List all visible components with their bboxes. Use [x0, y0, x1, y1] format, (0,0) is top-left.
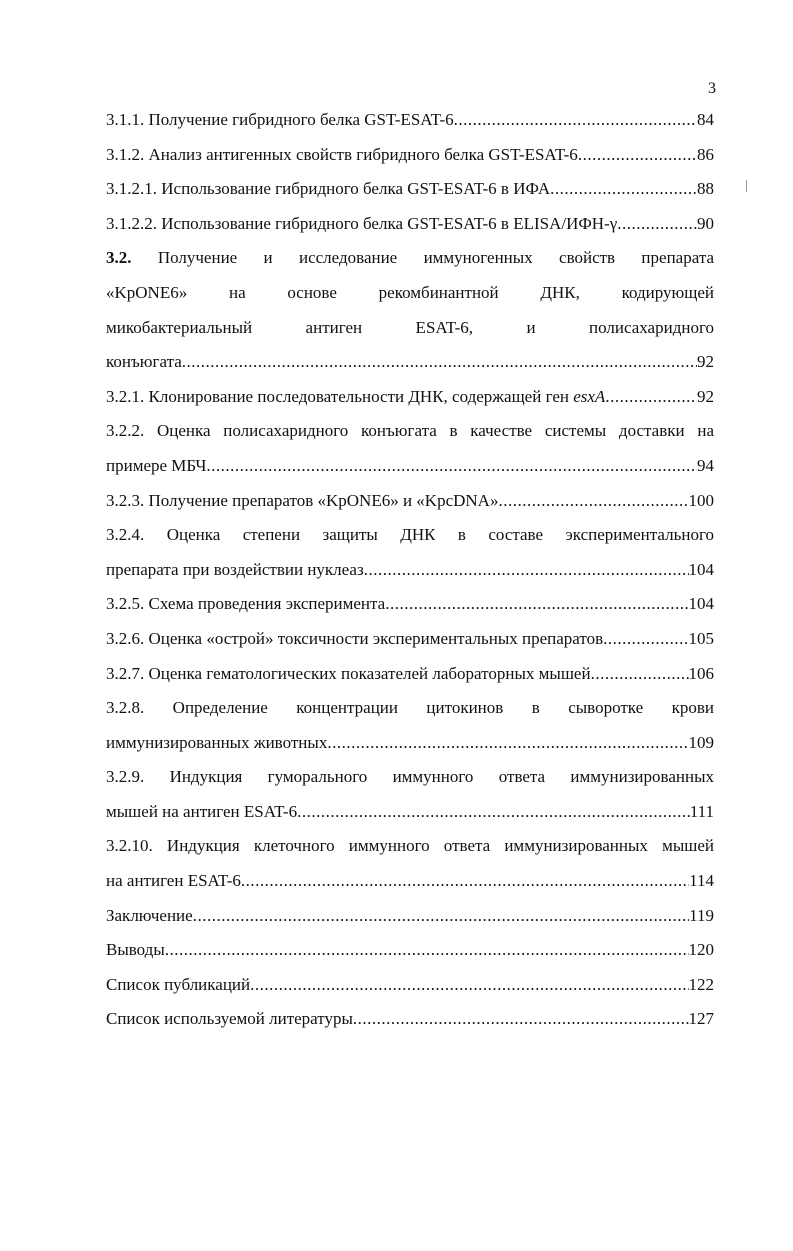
toc-entry-3-2-9: [106, 760, 714, 829]
toc-entry-title: примере МБЧ: [106, 455, 207, 475]
toc-entry-title: 3.1.2.1. Использование гибридного белка GST-ESAT-6 в ИФА: [106, 179, 551, 199]
toc-entry-line: [106, 726, 714, 761]
toc-entry-title: Выводы: [106, 940, 165, 960]
toc-entry-page: 88: [697, 179, 714, 199]
toc-entry-page: 92: [697, 386, 714, 406]
toc-entry-page: 104: [688, 594, 714, 614]
toc-entry-text: Получение и исследование иммуногенных свойств препарата: [131, 248, 714, 268]
toc-entry-page: 84: [697, 110, 714, 129]
toc-entry-page: 86: [697, 144, 714, 164]
toc-entry-3-2-3: [106, 484, 714, 519]
toc-entry-page: 119: [689, 905, 714, 925]
toc-entry-3-2-10: [106, 829, 714, 898]
toc-entry-findings: [106, 933, 714, 968]
toc-entry-title: 3.2.7. Оценка гематологических показателей лабораторных мышей: [106, 663, 591, 683]
toc-entry-page: 104: [688, 559, 714, 579]
toc-entry-line: 3.2.4. Оценка степени защиты ДНК в составе экспериментального: [106, 525, 714, 545]
toc-entry-line: [106, 449, 714, 484]
toc-entry-page: 105: [688, 628, 714, 648]
toc-entry-conclusion: [106, 899, 714, 934]
toc-entry-3-2-2: [106, 414, 714, 483]
toc-entry-line: «KpONE6» на основе рекомбинантной ДНК, кодирующей: [106, 282, 714, 302]
toc-entry-page: 127: [688, 1009, 714, 1029]
toc-entry-line: [106, 345, 714, 380]
toc-entry-3-2: [106, 241, 714, 379]
toc-entry-title: 3.1.2.2. Использование гибридного белка GST-ESAT-6 в ELISA/ИФН-γ: [106, 213, 618, 233]
toc-entry-page: 120: [688, 940, 714, 960]
toc-entry-title: 3.1.2. Анализ антигенных свойств гибридного белка GST-ESAT-6: [106, 144, 578, 164]
toc-entry-page: 100: [688, 490, 714, 510]
toc-entry-title: 3.2.5. Схема проведения эксперимента: [106, 594, 386, 614]
toc-entry-page: 92: [697, 352, 714, 372]
toc-entry-3-2-1: [106, 380, 714, 415]
toc-entry-references: [106, 1002, 714, 1037]
toc-entry-title: Заключение: [106, 905, 193, 925]
toc-entry-title: иммунизированных животных: [106, 732, 328, 752]
toc-entry-line: [106, 241, 714, 276]
toc-entry-3-2-8: [106, 691, 714, 760]
toc-entry-title: 3.2.1. Клонирование последовательности ДНК, содержащей ген esxA: [106, 386, 606, 406]
page-number: 3: [708, 80, 716, 97]
toc-entry-line: 3.2.8. Определение концентрации цитокинов в сыворотке крови: [106, 698, 714, 718]
toc-entry-line: 3.2.10. Индукция клеточного иммунного ответа иммунизированных мышей: [106, 836, 714, 856]
toc-entry-page: 90: [697, 213, 714, 233]
toc-entry-title: Список публикаций: [106, 974, 251, 994]
toc-entry-number: 3.2.: [106, 248, 132, 268]
toc-entry-3-1-2-1: [106, 172, 714, 207]
table-of-contents: [106, 103, 714, 1037]
toc-entry-publications: [106, 968, 714, 1003]
toc-entry-title: мышей на антиген ESAT-6: [106, 801, 298, 821]
toc-entry-title: 3.2.6. Оценка «острой» токсичности экспериментальных препаратов: [106, 628, 604, 648]
toc-entry-page: 111: [689, 801, 714, 821]
toc-entry-line: микобактериальный антиген ESAT-6, и полисахаридного: [106, 317, 714, 337]
toc-entry-page: 122: [688, 974, 714, 994]
toc-entry-title: препарата при воздействии нуклеаз: [106, 559, 364, 579]
toc-entry-page: 94: [697, 455, 714, 475]
toc-entry-title: 3.2.3. Получение препаратов «KpONE6» и «KpcDNA»: [106, 490, 499, 510]
toc-entry-title: конъюгата: [106, 352, 182, 372]
toc-entry-3-1-2-2: [106, 207, 714, 242]
toc-entry-3-1-2: [106, 138, 714, 173]
toc-entry-line: [106, 553, 714, 588]
gene-name: esxA: [573, 386, 606, 406]
toc-entry-line: [106, 795, 714, 830]
toc-entry-title: 3.1.1. Получение гибридного белка GST-ESAT-6: [106, 110, 454, 129]
toc-entry-page: 114: [689, 871, 714, 891]
toc-entry-line: [106, 864, 714, 899]
toc-entry-3-2-5: [106, 587, 714, 622]
toc-entry-title: Список используемой литературы: [106, 1009, 353, 1029]
toc-entry-page: 106: [688, 663, 714, 683]
scan-mark: [746, 180, 747, 192]
toc-entry-3-2-7: [106, 657, 714, 692]
toc-entry-page: 109: [688, 732, 714, 752]
toc-entry-line: 3.2.9. Индукция гуморального иммунного ответа иммунизированных: [106, 767, 714, 787]
toc-entry-3-2-4: [106, 518, 714, 587]
toc-entry-3-2-6: [106, 622, 714, 657]
toc-entry-title: на антиген ESAT-6: [106, 871, 241, 891]
toc-entry-3-1-1: [106, 103, 714, 138]
toc-entry-line: 3.2.2. Оценка полисахаридного конъюгата в качестве системы доставки на: [106, 421, 714, 441]
